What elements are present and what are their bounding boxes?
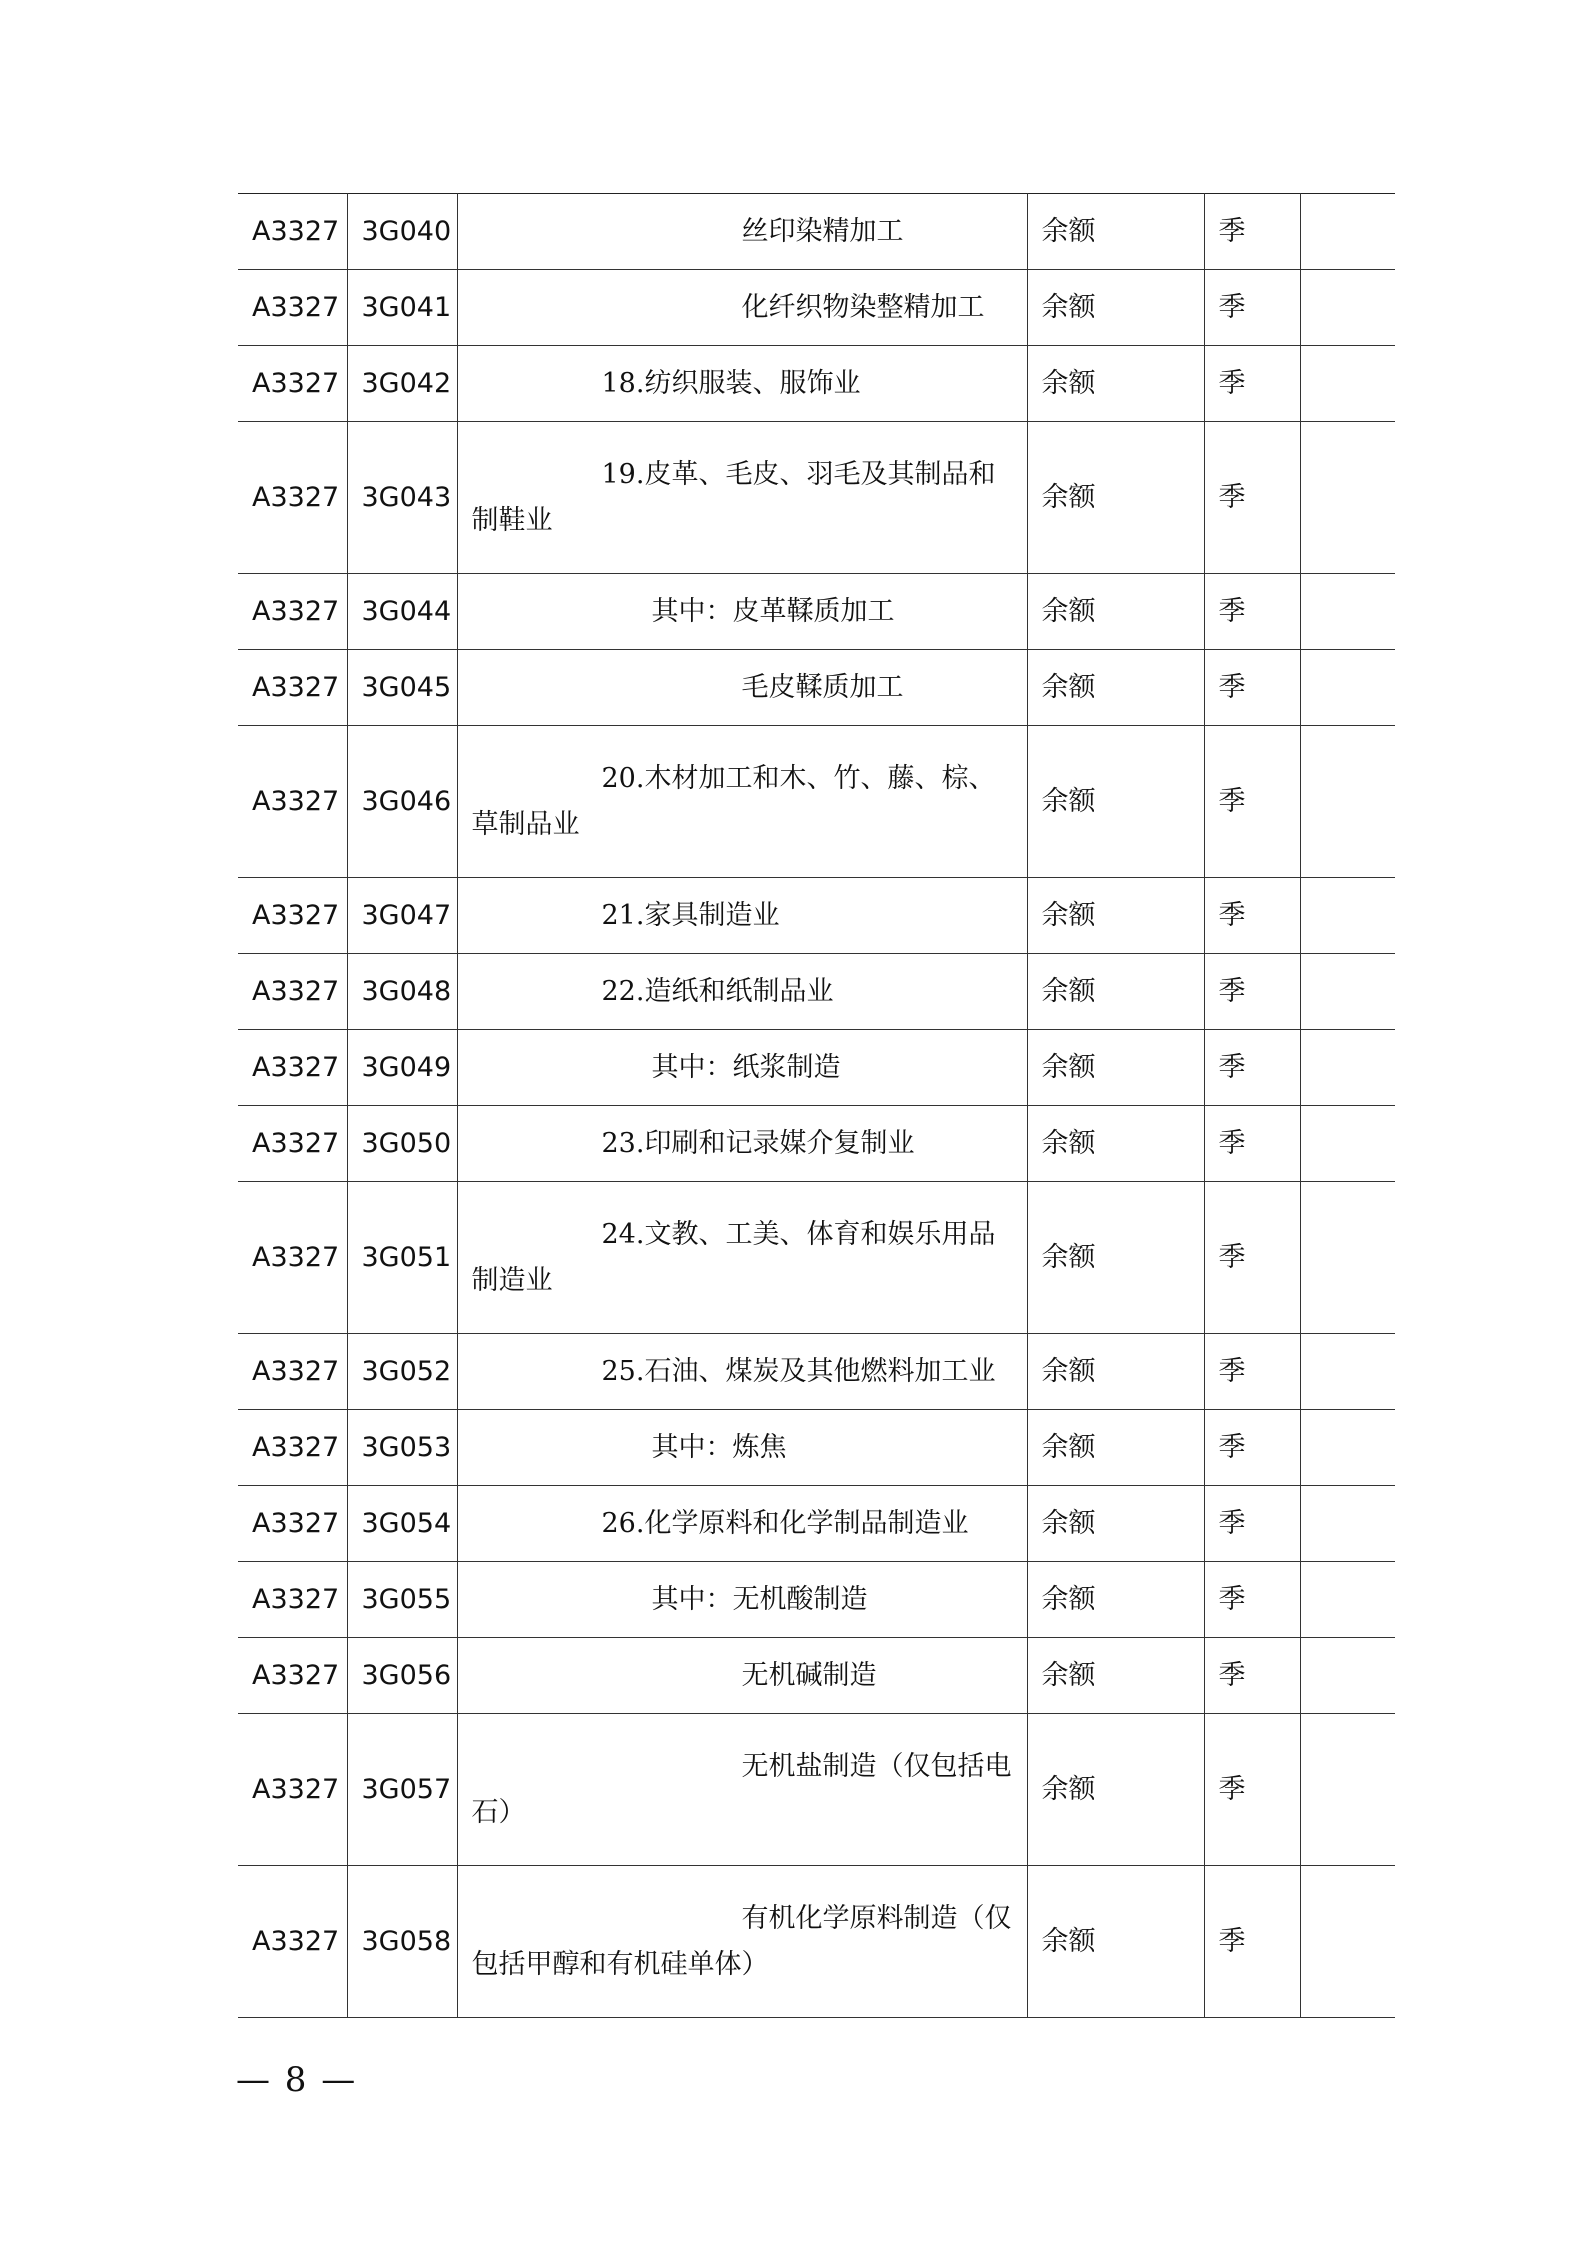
cell-value-type: 余额 (1027, 1562, 1204, 1638)
cell-table-code: A3327 (238, 346, 347, 422)
cell-item-code: 3G051 (347, 1182, 457, 1334)
cell-empty (1300, 726, 1395, 878)
cell-item-name (457, 1106, 1027, 1182)
item-name-line: 23.印刷和记录媒介复制业 (601, 1127, 915, 1159)
cell-empty (1300, 954, 1395, 1030)
cell-empty (1300, 346, 1395, 422)
table-row (238, 1866, 1395, 2018)
cell-item-name (457, 574, 1027, 650)
cell-item-name (457, 1410, 1027, 1486)
cell-empty (1300, 1030, 1395, 1106)
cell-table-code: A3327 (238, 1562, 347, 1638)
item-name-line: 26.化学原料和化学制品制造业 (601, 1507, 969, 1539)
table-row (238, 194, 1395, 270)
table-row (238, 1562, 1395, 1638)
cell-value-type: 余额 (1027, 1410, 1204, 1486)
cell-item-code: 3G045 (347, 650, 457, 726)
cell-value-type: 余额 (1027, 1638, 1204, 1714)
cell-item-code: 3G052 (347, 1334, 457, 1410)
cell-item-name (457, 954, 1027, 1030)
item-name-line: 丝印染精加工 (741, 215, 904, 247)
item-name-line: 19.皮革、毛皮、羽毛及其制品和 (601, 458, 996, 490)
cell-table-code: A3327 (238, 726, 347, 878)
cell-value-type: 余额 (1027, 194, 1204, 270)
item-name-continuation: 制造业 (471, 1264, 553, 1296)
cell-item-code: 3G040 (347, 194, 457, 270)
cell-item-code: 3G050 (347, 1106, 457, 1182)
cell-table-code: A3327 (238, 1030, 347, 1106)
cell-empty (1300, 1334, 1395, 1410)
table-row (238, 346, 1395, 422)
cell-frequency: 季 (1204, 1106, 1300, 1182)
cell-frequency: 季 (1204, 1334, 1300, 1410)
table-row (238, 954, 1395, 1030)
cell-empty (1300, 878, 1395, 954)
item-name-continuation: 石） (471, 1796, 526, 1828)
cell-empty (1300, 574, 1395, 650)
cell-value-type: 余额 (1027, 726, 1204, 878)
item-name-line: 22.造纸和纸制品业 (601, 975, 834, 1007)
table-body (238, 194, 1395, 2018)
cell-table-code: A3327 (238, 954, 347, 1030)
item-name-line: 其中：皮革鞣质加工 (651, 595, 895, 627)
cell-value-type: 余额 (1027, 1334, 1204, 1410)
item-name-line: 其中：纸浆制造 (651, 1051, 841, 1083)
cell-value-type: 余额 (1027, 574, 1204, 650)
cell-item-code: 3G049 (347, 1030, 457, 1106)
item-name-line: 化纤织物染整精加工 (741, 291, 985, 323)
cell-empty (1300, 1562, 1395, 1638)
cell-frequency: 季 (1204, 954, 1300, 1030)
cell-empty (1300, 1866, 1395, 2018)
cell-frequency: 季 (1204, 1866, 1300, 2018)
item-name-line: 无机盐制造（仅包括电 (741, 1750, 1012, 1782)
cell-item-name (457, 878, 1027, 954)
cell-frequency: 季 (1204, 1714, 1300, 1866)
cell-frequency: 季 (1204, 270, 1300, 346)
cell-item-name (457, 346, 1027, 422)
cell-frequency: 季 (1204, 1562, 1300, 1638)
item-name-continuation: 制鞋业 (471, 504, 553, 536)
cell-value-type: 余额 (1027, 1106, 1204, 1182)
cell-empty (1300, 1714, 1395, 1866)
cell-item-code: 3G056 (347, 1638, 457, 1714)
table-row (238, 1714, 1395, 1866)
cell-value-type: 余额 (1027, 270, 1204, 346)
cell-item-code: 3G053 (347, 1410, 457, 1486)
cell-item-code: 3G041 (347, 270, 457, 346)
cell-table-code: A3327 (238, 1182, 347, 1334)
cell-value-type: 余额 (1027, 878, 1204, 954)
table-row (238, 1334, 1395, 1410)
cell-item-code: 3G048 (347, 954, 457, 1030)
cell-value-type: 余额 (1027, 650, 1204, 726)
item-name-line: 18.纺织服装、服饰业 (601, 367, 861, 399)
cell-item-code: 3G047 (347, 878, 457, 954)
item-name-line: 21.家具制造业 (601, 899, 780, 931)
cell-item-code: 3G054 (347, 1486, 457, 1562)
table-row (238, 1638, 1395, 1714)
item-name-continuation: 包括甲醇和有机硅单体） (471, 1948, 769, 1980)
table-row (238, 574, 1395, 650)
cell-table-code: A3327 (238, 1714, 347, 1866)
cell-item-name (457, 650, 1027, 726)
cell-frequency: 季 (1204, 422, 1300, 574)
item-name-line: 24.文教、工美、体育和娱乐用品 (601, 1218, 996, 1250)
table-row (238, 1182, 1395, 1334)
item-name-line: 其中：无机酸制造 (651, 1583, 868, 1615)
cell-value-type: 余额 (1027, 1714, 1204, 1866)
cell-frequency: 季 (1204, 194, 1300, 270)
cell-table-code: A3327 (238, 1410, 347, 1486)
cell-item-code: 3G058 (347, 1866, 457, 2018)
item-name-line: 其中：炼焦 (651, 1431, 787, 1463)
cell-table-code: A3327 (238, 1638, 347, 1714)
item-name-line: 无机碱制造 (741, 1659, 877, 1691)
cell-item-code: 3G042 (347, 346, 457, 422)
table-row (238, 1106, 1395, 1182)
cell-item-name (457, 422, 1027, 574)
cell-item-name (457, 1030, 1027, 1106)
cell-frequency: 季 (1204, 878, 1300, 954)
cell-item-code: 3G043 (347, 422, 457, 574)
table-row (238, 1030, 1395, 1106)
cell-table-code: A3327 (238, 878, 347, 954)
cell-item-name (457, 270, 1027, 346)
item-name-line: 毛皮鞣质加工 (741, 671, 904, 703)
cell-table-code: A3327 (238, 270, 347, 346)
cell-table-code: A3327 (238, 422, 347, 574)
cell-empty (1300, 1182, 1395, 1334)
cell-item-name (457, 1714, 1027, 1866)
cell-frequency: 季 (1204, 1182, 1300, 1334)
table-row (238, 422, 1395, 574)
cell-table-code: A3327 (238, 194, 347, 270)
cell-empty (1300, 1486, 1395, 1562)
cell-table-code: A3327 (238, 650, 347, 726)
cell-value-type: 余额 (1027, 954, 1204, 1030)
cell-item-code: 3G057 (347, 1714, 457, 1866)
cell-frequency: 季 (1204, 650, 1300, 726)
cell-empty (1300, 1410, 1395, 1486)
cell-item-name (457, 726, 1027, 878)
table-row (238, 878, 1395, 954)
cell-frequency: 季 (1204, 1638, 1300, 1714)
cell-frequency: 季 (1204, 1410, 1300, 1486)
page-number-footer (236, 2060, 357, 2100)
cell-frequency: 季 (1204, 1486, 1300, 1562)
table-row (238, 1410, 1395, 1486)
cell-table-code: A3327 (238, 1486, 347, 1562)
cell-value-type: 余额 (1027, 1182, 1204, 1334)
cell-frequency: 季 (1204, 346, 1300, 422)
cell-value-type: 余额 (1027, 346, 1204, 422)
cell-item-name (457, 1638, 1027, 1714)
page-number: — 8 — (236, 2060, 358, 2100)
cell-frequency: 季 (1204, 726, 1300, 878)
table-row (238, 726, 1395, 878)
cell-table-code: A3327 (238, 1106, 347, 1182)
cell-empty (1300, 1638, 1395, 1714)
cell-table-code: A3327 (238, 574, 347, 650)
cell-item-code: 3G055 (347, 1562, 457, 1638)
cell-item-code: 3G046 (347, 726, 457, 878)
cell-value-type: 余额 (1027, 1866, 1204, 2018)
cell-empty (1300, 1106, 1395, 1182)
item-name-line: 20.木材加工和木、竹、藤、棕、 (601, 762, 996, 794)
cell-item-name (457, 1182, 1027, 1334)
cell-empty (1300, 270, 1395, 346)
item-name-continuation: 草制品业 (471, 808, 580, 840)
cell-item-code: 3G044 (347, 574, 457, 650)
cell-value-type: 余额 (1027, 1030, 1204, 1106)
cell-item-name (457, 1486, 1027, 1562)
cell-item-name (457, 1866, 1027, 2018)
cell-item-name (457, 194, 1027, 270)
cell-empty (1300, 422, 1395, 574)
cell-empty (1300, 650, 1395, 726)
cell-empty (1300, 194, 1395, 270)
table-row (238, 270, 1395, 346)
data-table (238, 193, 1395, 2018)
cell-table-code: A3327 (238, 1334, 347, 1410)
cell-frequency: 季 (1204, 574, 1300, 650)
cell-item-name (457, 1334, 1027, 1410)
table-row (238, 1486, 1395, 1562)
cell-table-code: A3327 (238, 1866, 347, 2018)
item-name-line: 有机化学原料制造（仅 (741, 1902, 1012, 1934)
table-row (238, 650, 1395, 726)
item-name-line: 25.石油、煤炭及其他燃料加工业 (601, 1355, 996, 1387)
cell-item-name (457, 1562, 1027, 1638)
cell-value-type: 余额 (1027, 1486, 1204, 1562)
cell-frequency: 季 (1204, 1030, 1300, 1106)
cell-value-type: 余额 (1027, 422, 1204, 574)
